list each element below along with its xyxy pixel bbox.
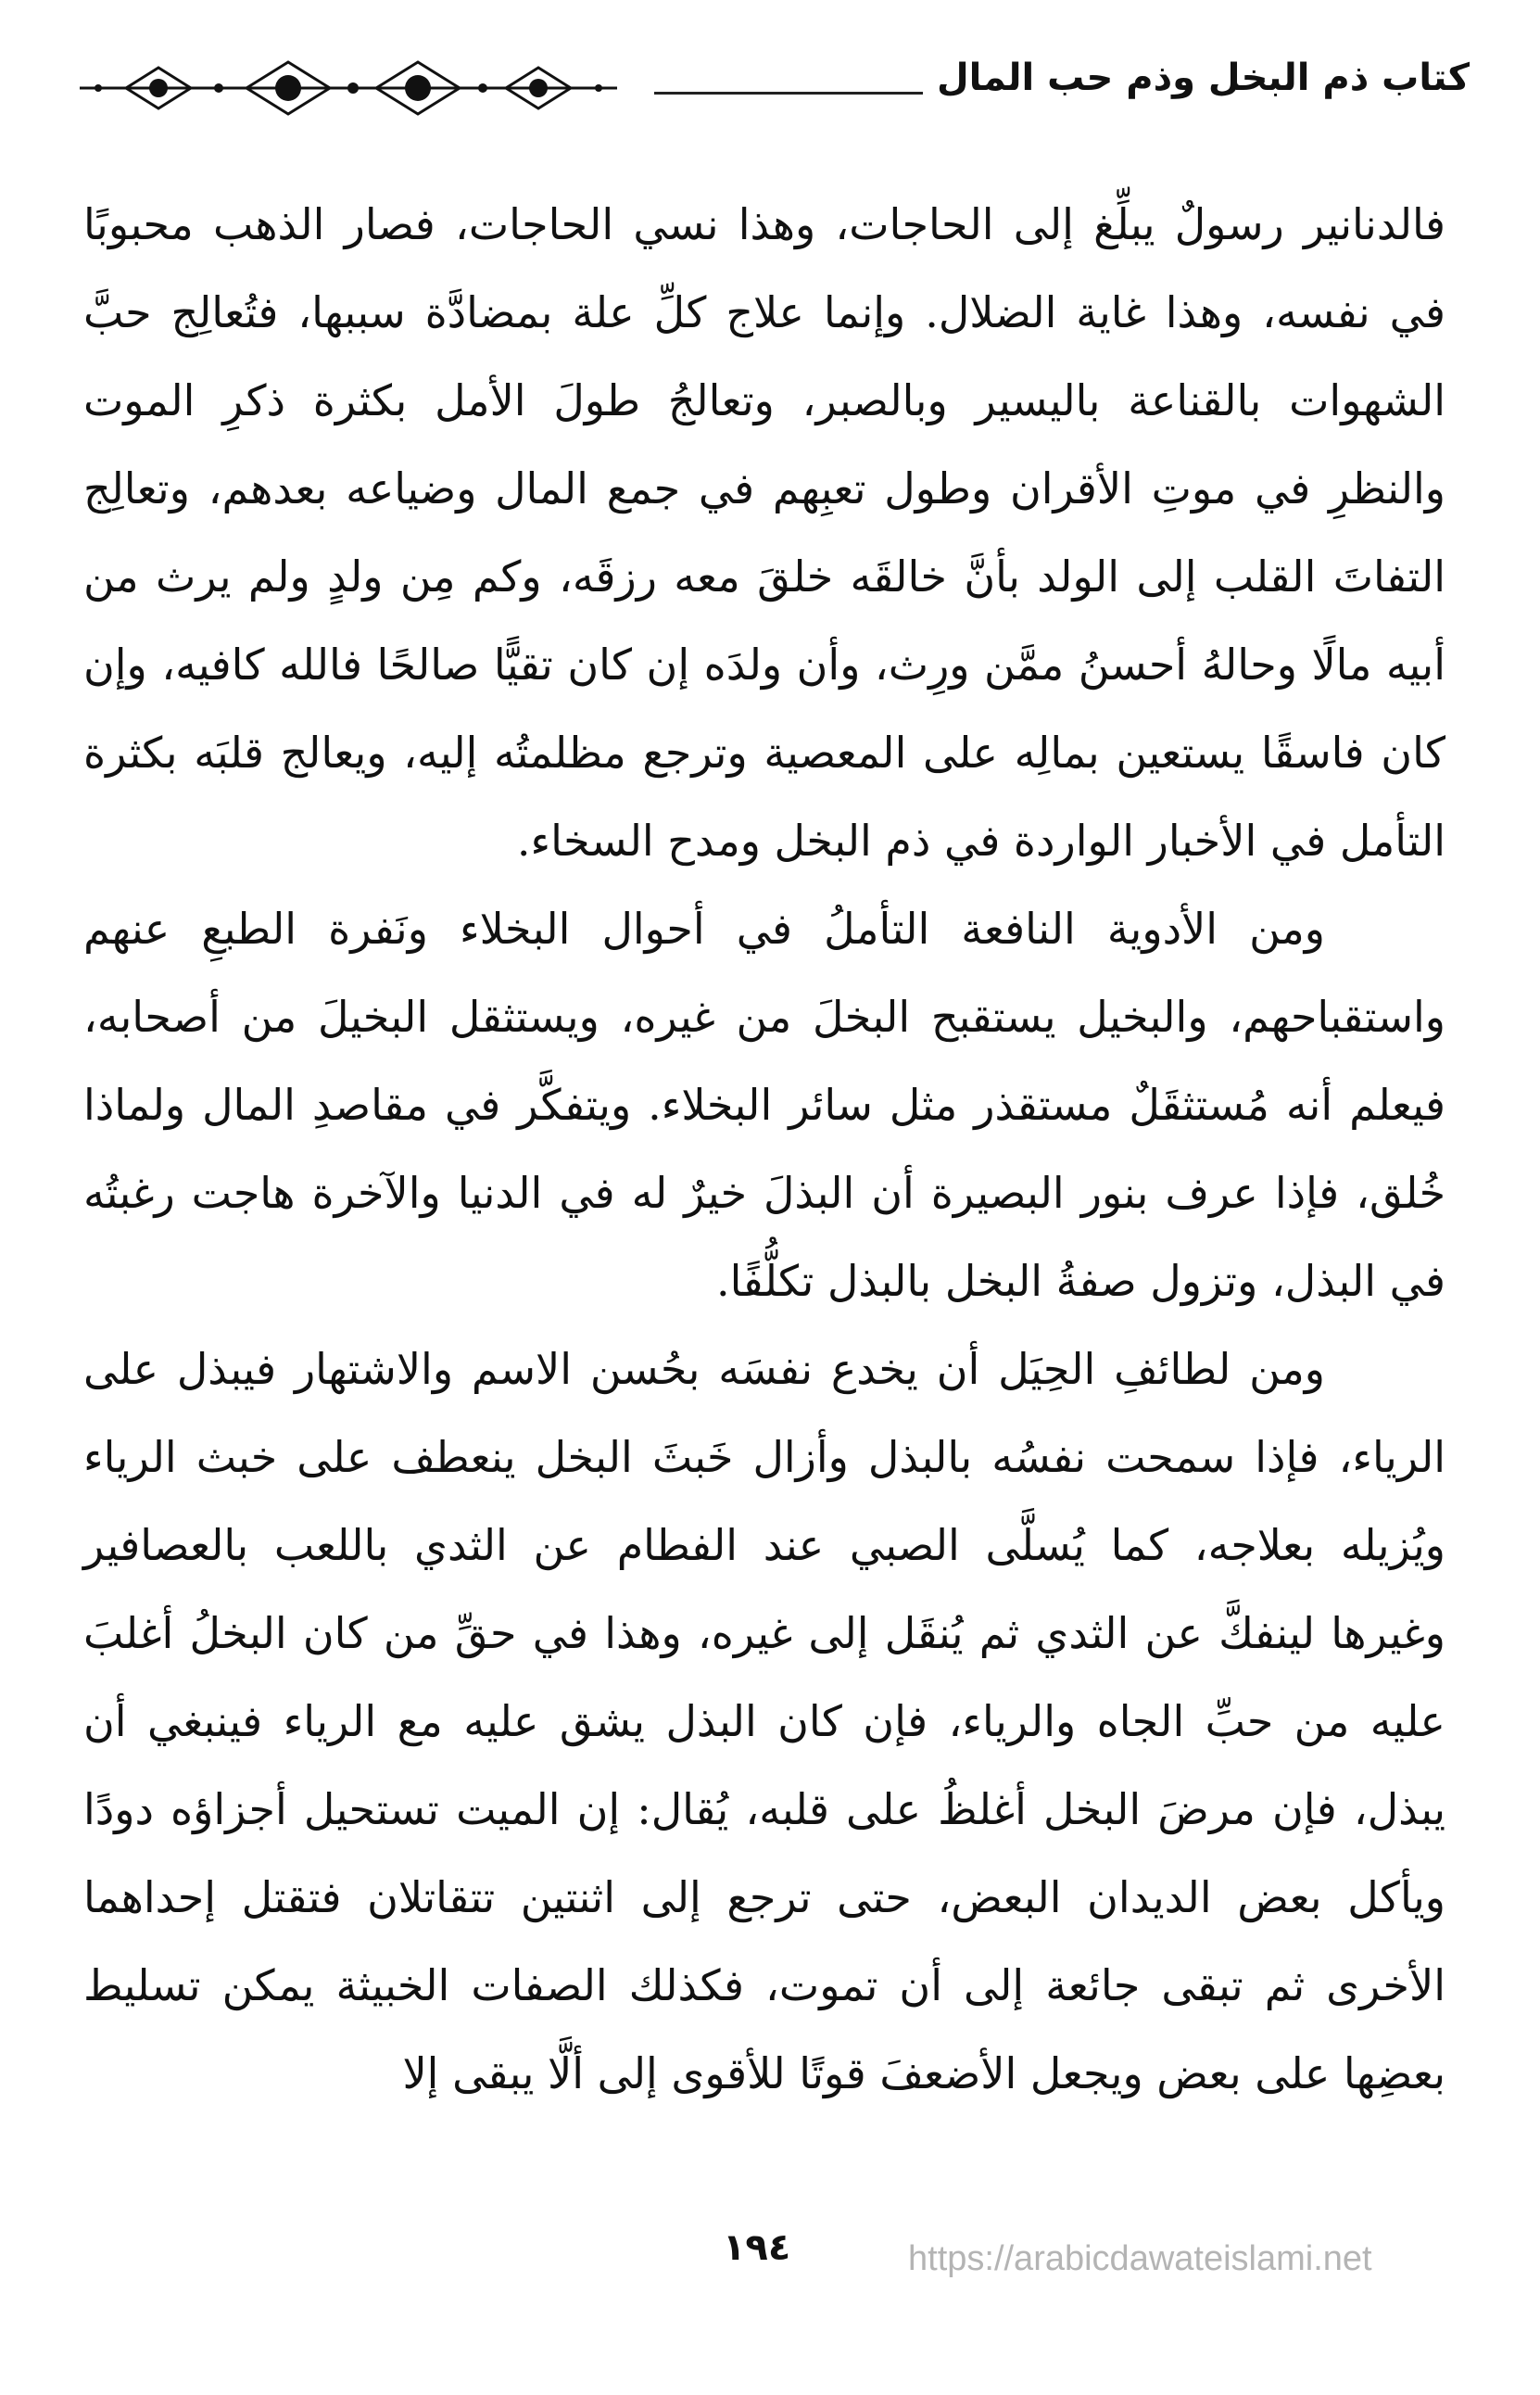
running-header xyxy=(70,51,1470,125)
arabesque-ornament-icon xyxy=(70,51,626,125)
body-text xyxy=(83,181,1445,2118)
paragraph: ومن الأدوية النافعة التأملُ في أحوال البخلاء ونَفرة الطبعِ عنهم واستقباحهم، والبخيل يستقبح البخلَ من غيره، ويستثقل البخيلَ من أصحابه، فيعلم أنه مُستثقَلٌ مستقذر مثل سائر البخلاء. ويتفكَّر في مقاصدِ المال ولماذا خُلق، فإذا عرف بنور البصيرة أن البذلَ خيرٌ له في الدنيا والآخرة هاجت رغبتُه في البذل، وتزول صفةُ البخل بالبذل تكلُّفًا. xyxy=(83,904,1445,1306)
paragraph: ومن لطائفِ الحِيَل أن يخدع نفسَه بحُسن الاسم والاشتهار فيبذل على الرياء، فإذا سمحت نفسُه بالبذل وأزال خَبثَ البخل ينعطف على خبث الرياء ويُزيله بعلاجه، كما يُسلَّى الصبي عند الفطام عن الثدي باللعب بالعصافير وغيرها لينفكَّ عن الثدي ثم يُنقَل إلى غيره، وهذا في حقِّ من كان البخلُ أغلبَ عليه من حبِّ الجاه والرياء، فإن كان البذل يشق عليه مع الرياء فينبغي أن يبذل، فإن مرضَ البخل أغلظُ على قلبه، يُقال: إن الميت تستحيل أجزاؤه دودًا ويأكل بعض الديدان البعض، حتى ترجع إلى اثنتين تتقاتلان فتقتل إحداهما الأخرى ثم تبقى جائعة إلى أن تموت، فكذلك الصفات الخبيثة يمكن تسليط بعضِها على بعض ويجعل الأضعفَ قوتًا للأقوى إلى ألَّا يبقى إلا xyxy=(83,1344,1445,2098)
paragraph: فالدنانير رسولٌ يبلِّغ إلى الحاجات، وهذا نسي الحاجات، فصار الذهب محبوبًا في نفسه، وهذا غاية الضلال. وإنما علاج كلِّ علة بمضادَّة سببها، فتُعالِج حبَّ الشهوات بالقناعة باليسير وبالصبر، وتعالجُ طولَ الأمل بكثرة ذكرِ الموت والنظرِ في موتِ الأقران وطول تعبِهم في جمع المال وضياعه بعدهم، وتعالِج التفاتَ القلب إلى الولد بأنَّ خالقَه خلقَ معه رزقَه، وكم مِن ولدٍ ولم يرث من أبيه مالًا وحالهُ أحسنُ ممَّن ورِث، وأن ولدَه إن كان تقيًّا صالحًا فالله كافيه، وإن كان فاسقًا يستعين بمالِه على المعصية وترجع مظلمتُه إليه، ويعالج قلبَه بكثرة التأمل في الأخبار الواردة في ذم البخل ومدح السخاء. xyxy=(83,199,1445,866)
source-url-watermark: https://arabicdawateislami.net xyxy=(908,2239,1372,2278)
page-number: ١٩٤ xyxy=(723,2226,791,2269)
header-rule xyxy=(654,92,923,95)
running-header-title: كتاب ذم البخل وذم حب المال xyxy=(936,57,1470,99)
